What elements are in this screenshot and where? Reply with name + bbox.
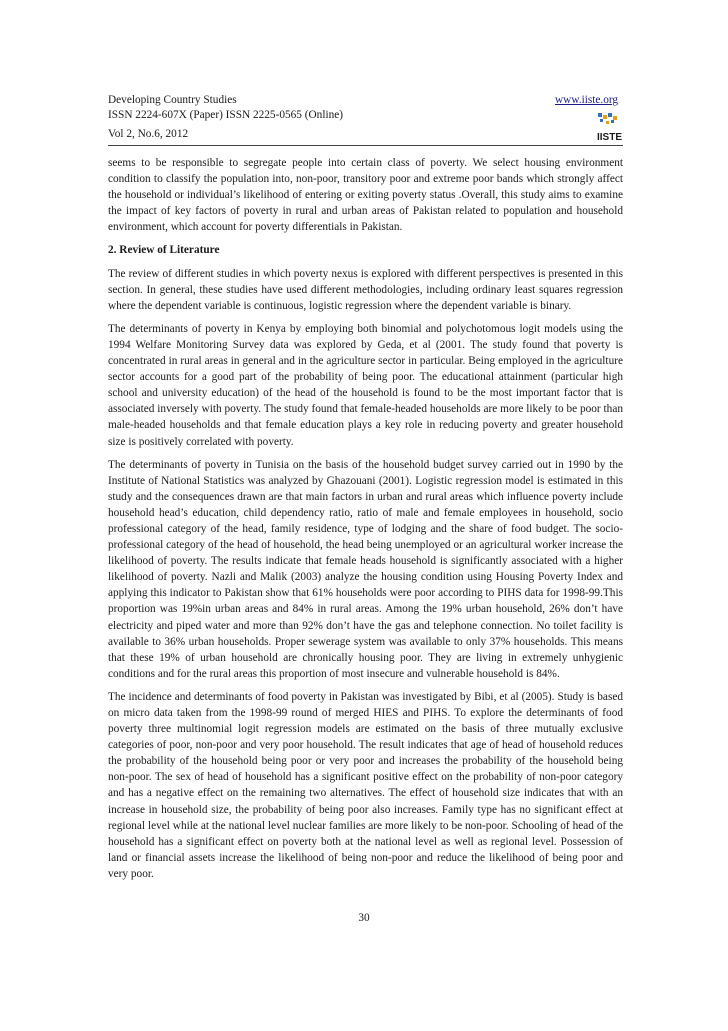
journal-header: [108, 93, 623, 142]
paragraph-food-poverty: The incidence and determinants of food poverty in Pakistan was investigated by Bibi, et al (2005). Study is based on micro data taken from the 1998-99 round of merged HIES and PIHS. To explore the determinants of food poverty three multinomial logit regression models are estimated on the basis of three mutually exclusive categories of poor, non-poor and very poor household. The result indicates that age of head of household reduces the probability of the household being poor or very poor and increases the probability of the household being non-poor. The sex of head of household has a significant positive effect on the probability of non-poor category and has a negative effect on the remaining two alternatives. The effect of household size indicates that with an increase in household size, the probability of being poor also increases. Family type has no significant effect at regional level while at the national level nuclear families are more likely to be non-poor. Schooling of head of the household has a significant effect on poverty both at the national level as well as regional level. Possession of land or financial assets increase the likelihood of being non-poor and reduce the likelihood of being poor and very poor.: [108, 690, 623, 880]
header-divider: [108, 145, 623, 146]
section-heading: 2. Review of Literature: [108, 244, 220, 257]
iiste-logo-text: IISTE: [597, 132, 623, 143]
journal-volume: Vol 2, No.6, 2012: [108, 128, 189, 140]
paragraph-intro: seems to be responsible to segregate people into certain class of poverty. We select housing environment condition to classify the population into, non-poor, transitory poor and extreme poor bands which strongly affect the household or individual’s likelihood of entering or exiting poverty status .Overall, this study aims to examine the impact of key factors of poverty in rural and urban areas of Pakistan related to population and household environment, which account for poverty differentials in Pakistan.: [108, 157, 623, 234]
paragraph-kenya: The determinants of poverty in Kenya by employing both binomial and polychotomous logit models using the 1994 Welfare Monitoring Survey data was explored by Geda, et al (2001. The study found that poverty is concentrated in rural areas in general and in the agriculture sector in particular. Being employed in the agriculture sector accounts for a good part of the probability of being poor. The educational attainment (particular high school and university education) of the head of the household is found to be the most important factor that is associated inversely with poverty. The study found that female-headed households are more likely to be poor than male-headed households and that female education plays a key role in reducing poverty and greater household size is positively correlated with poverty.: [108, 322, 623, 448]
journal-title: Developing Country Studies: [108, 94, 237, 106]
journal-website-link[interactable]: www.iiste.org: [555, 94, 619, 106]
paragraph-review: The review of different studies in which poverty nexus is explored with different perspectives is presented in this section. In general, these studies have used different methodologies, including ordinary least squares regression where the dependent variable is continuous, logistic regression where the dependent variable is binary.: [108, 267, 623, 312]
iiste-logo-icon: [596, 112, 624, 144]
article-body: [108, 155, 623, 889]
journal-issn: ISSN 2224-607X (Paper) ISSN 2225-0565 (Online): [108, 109, 344, 121]
page-number: 30: [358, 912, 370, 924]
paragraph-tunisia: The determinants of poverty in Tunisia on the basis of the household budget survey carried out in 1990 by the Institute of National Statistics was analyzed by Ghazouani (2001). Logistic regression model is estimated in this study and the consequences drawn are that main factors in urban and rural areas which influence poverty include household head’s education, child dependency ratio, ratio of male and female employees in household, socio professional category of the head, family residence, type of lodging and the share of food budget. The socio-professional category of the head of household, the head being unemployed or an agricultural worker increase the likelihood of poverty. The results indicate that female heads household is significantly associated with a higher likelihood of poverty. Nazli and Malik (2003) analyze the housing condition using Housing Poverty Index and applying this indicator to Pakistan show that 61% households were poor according to PIHS data for 1998-99.This proportion was 19%in urban areas and 84% in rural areas. Among the 19% urban household, 26% don’t have electricity and piped water and more than 92% don’t have the gas and telephone connection. No toilet facility is available to 36% urban households. Proper sewerage system was available to only 37% households. This means that these 19% of urban household are chronically housing poor. They are living in extremely unhygienic conditions and for the rural areas this proportion of most insecure and vulnerable household is 84%.: [108, 458, 623, 680]
